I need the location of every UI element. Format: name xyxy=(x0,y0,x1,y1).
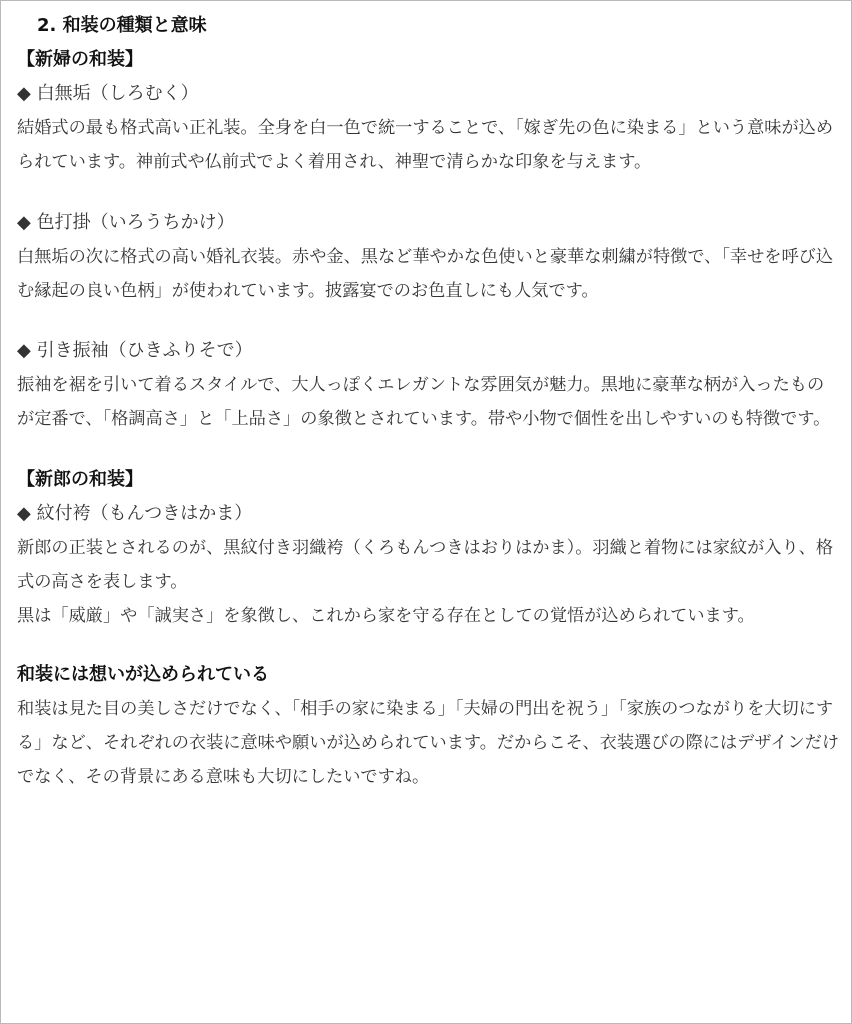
spacer xyxy=(17,308,841,334)
bride-heading: 【新婦の和装】 xyxy=(17,49,143,70)
section-title: 2. 和装の種類と意味 xyxy=(37,15,207,36)
item-irouchikake xyxy=(17,206,841,309)
item-text-hikifurisode: 振袖を裾を引いて着るスタイルで、大人っぽくエレガントな雰囲気が魅力。黒地に豪華な柄が入ったものが定番で、「格調高さ」と「上品さ」の象徴とされています。帯や小物で個性を出しやすいのも特徴です。 xyxy=(17,375,831,430)
item-hikifurisode xyxy=(17,334,841,437)
item-shiromuku xyxy=(17,77,841,180)
spacer xyxy=(17,437,841,463)
spacer xyxy=(17,634,841,658)
item-text-irouchikake: 白無垢の次に格式の高い婚礼衣装。赤や金、黒など華やかな色使いと豪華な刺繍が特徴で、「幸せを呼び込む縁起の良い色柄」が使われています。披露宴でのお色直しにも人気です。 xyxy=(17,246,834,301)
article-body xyxy=(17,9,841,795)
item-title-hikifurisode: ◆ 引き振袖（ひきふりそで） xyxy=(17,340,253,362)
closing-heading: 和装には想いが込められている xyxy=(17,663,269,685)
item-title-shiromuku: ◆ 白無垢（しろむく） xyxy=(17,83,199,104)
item-text-montsukihakama-2: 黒は「威厳」や「誠実さ」を象徴し、これから家を守る存在としての覚悟が込められています。 xyxy=(17,606,755,627)
closing-text: 和装は見た目の美しさだけでなく、「相手の家に染まる」「夫婦の門出を祝う」「家族のつながりを大切にする」など、それぞれの衣装に意味や願いが込められています。だからこそ、衣装選びの際にはデザインだけでなく、その背景にある意味も大切にしたいですね。 xyxy=(17,698,840,788)
spacer xyxy=(17,180,841,206)
item-text-shiromuku: 結婚式の最も格式高い正礼装。全身を白一色で統一することで、「嫁ぎ先の色に染まる」という意味が込められています。神前式や仏前式でよく着用され、神聖で清らかな印象を与えます。 xyxy=(17,118,834,173)
item-title-irouchikake: ◆ 色打掛（いろうちかけ） xyxy=(17,211,235,233)
groom-heading: 【新郎の和装】 xyxy=(17,468,143,490)
item-title-montsukihakama: ◆ 紋付袴（もんつきはかま） xyxy=(17,502,253,524)
item-text-montsukihakama-1: 新郎の正装とされるのが、黒紋付き羽織袴（くろもんつきはおりはかま）。羽織と着物には家紋が入り、格式の高さを表します。 xyxy=(17,537,834,593)
item-montsukihakama xyxy=(17,497,841,634)
